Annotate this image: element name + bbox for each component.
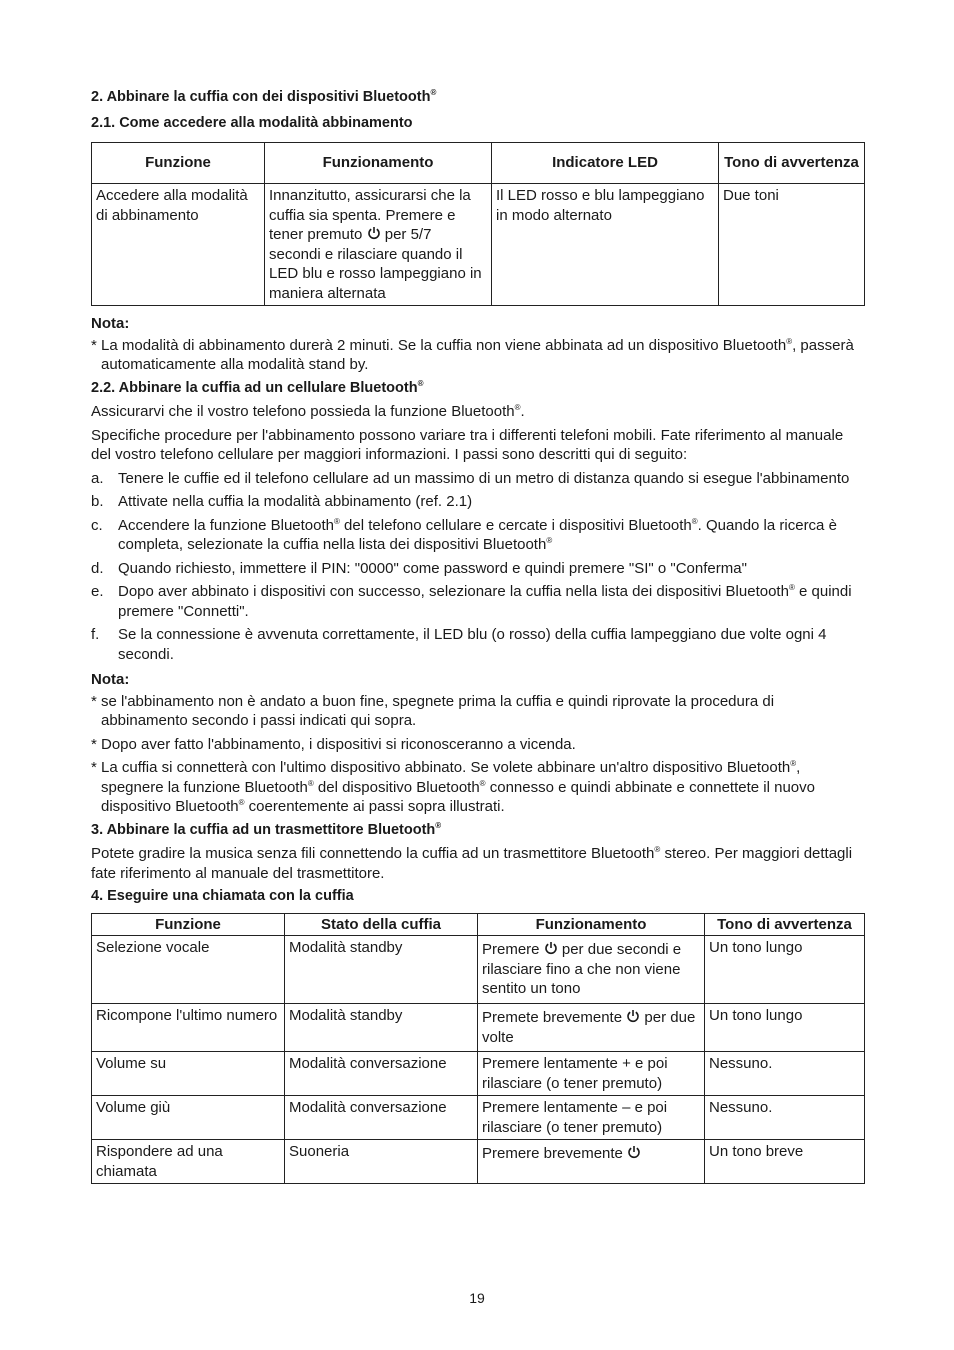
table-cell: Nessuno. xyxy=(705,1096,865,1140)
table-cell: Un tono lungo xyxy=(705,1004,865,1052)
paragraph: Potete gradire la musica senza fili connettendo la cuffia ad un trasmettitore Bluetooth® stereo. Per maggiori dettagli fate riferimento al manuale del trasmettitore. xyxy=(91,845,853,882)
column-header: Indicatore LED xyxy=(492,143,719,184)
call-functions-table xyxy=(91,913,865,1185)
table-cell: Il LED rosso e blu lampeggiano in modo alternato xyxy=(492,184,719,306)
table-cell: Premete brevemente per due volte xyxy=(478,1004,705,1052)
column-header: Stato della cuffia xyxy=(285,913,478,936)
list-item: d. Quando richiesto, immettere il PIN: "0000" come password e quindi premere "SI" o "Conferma" xyxy=(91,559,747,577)
column-header: Funzionamento xyxy=(265,143,492,184)
steps-list xyxy=(91,469,864,665)
table-cell: Premere lentamente + e poi rilasciare (o tener premuto) xyxy=(478,1052,705,1096)
note-text: * La modalità di abbinamento durerà 2 minuti. Se la cuffia non viene abbinata ad un dispositivo Bluetooth®, passerà automaticamente alla modalità stand by. xyxy=(91,336,854,373)
table-cell: Rispondere ad una chiamata xyxy=(92,1140,285,1184)
column-header: Tono di avvertenza xyxy=(719,143,865,184)
note-label: Nota: xyxy=(91,315,130,332)
note-text: * se l'abbinamento non è andato a buon fine, spegnete prima la cuffia e quindi riprovate la procedura di abbinamento secondo i passi indicati qui sopra. xyxy=(91,692,775,729)
table-cell: Modalità conversazione xyxy=(285,1052,478,1096)
column-header: Funzione xyxy=(92,913,285,936)
column-header: Tono di avvertenza xyxy=(705,913,865,936)
table-row xyxy=(92,1140,865,1184)
note-text: * Dopo aver fatto l'abbinamento, i dispositivi si riconosceranno a vicenda. xyxy=(91,735,576,753)
table-row xyxy=(92,1096,865,1140)
table-cell: Innanzitutto, assicurarsi che la cuffia sia spenta. Premere e tener premuto per 5/7 secondi e rilasciare quando il LED blu e rosso lampeggiano in maniera alternata xyxy=(265,184,492,306)
list-item: c. Accendere la funzione Bluetooth® del telefono cellulare e cercate i dispositivi Bluetooth®. Quando la ricerca è completa, selezionate la cuffia nella lista dei dispositivi Bluetooth® xyxy=(91,516,837,553)
section-3-title: 3. Abbinare la cuffia ad un trasmettitore Bluetooth® xyxy=(91,820,442,838)
note-label: Nota: xyxy=(91,671,130,688)
table-row xyxy=(92,1004,865,1052)
table-header-row xyxy=(92,913,865,936)
table-cell: Modalità conversazione xyxy=(285,1096,478,1140)
section-2-2-title: 2.2. Abbinare la cuffia ad un cellulare Bluetooth® xyxy=(91,378,424,396)
power-icon xyxy=(627,1145,641,1159)
manual-page xyxy=(91,88,864,1184)
section-2-1-title: 2.1. Come accedere alla modalità abbinamento xyxy=(91,114,413,131)
pairing-mode-table xyxy=(91,142,865,306)
table-cell: Due toni xyxy=(719,184,865,306)
table-cell: Nessuno. xyxy=(705,1052,865,1096)
column-header: Funzione xyxy=(92,143,265,184)
table-row xyxy=(92,1052,865,1096)
list-item: e. Dopo aver abbinato i dispositivi con successo, selezionare la cuffia nella lista dei dispositivi Bluetooth® e quindi premere "Connetti". xyxy=(91,583,852,620)
paragraph: Specifiche procedure per l'abbinamento possono variare tra i differenti telefoni mobili. Fate riferimento al manuale del vostro telefono cellulare per maggiori informazioni. I passi sono descritti qui di seguito: xyxy=(91,426,844,463)
table-cell: Modalità standby xyxy=(285,1004,478,1052)
table-cell: Un tono breve xyxy=(705,1140,865,1184)
table-cell: Premere lentamente – e poi rilasciare (o tener premuto) xyxy=(478,1096,705,1140)
column-header: Funzionamento xyxy=(478,913,705,936)
table-cell: Un tono lungo xyxy=(705,936,865,1004)
table-cell: Volume giù xyxy=(92,1096,285,1140)
table-row xyxy=(92,936,865,1004)
table-cell: Volume su xyxy=(92,1052,285,1096)
section-2-title: 2. Abbinare la cuffia con dei dispositivi Bluetooth® xyxy=(91,88,437,105)
table-cell: Modalità standby xyxy=(285,936,478,1004)
power-icon xyxy=(367,226,381,240)
list-item: f. Se la connessione è avvenuta correttamente, il LED blu (o rosso) della cuffia lampeggiano due volte ogni 4 secondi. xyxy=(91,626,827,663)
table-cell: Selezione vocale xyxy=(92,936,285,1004)
list-item: a. Tenere le cuffie ed il telefono cellulare ad un massimo di un metro di distanza quando si esegue l'abbinamento xyxy=(91,469,850,487)
table-cell: Premere per due secondi e rilasciare fino a che non viene sentito un tono xyxy=(478,936,705,1004)
table-cell: Suoneria xyxy=(285,1140,478,1184)
section-4-title: 4. Eseguire una chiamata con la cuffia xyxy=(91,888,354,904)
table-cell: Ricompone l'ultimo numero xyxy=(92,1004,285,1052)
paragraph: Assicurarvi che il vostro telefono possieda la funzione Bluetooth®. xyxy=(91,403,525,420)
power-icon xyxy=(544,941,558,955)
list-item: b. Attivate nella cuffia la modalità abbinamento (ref. 2.1) xyxy=(91,493,473,510)
table-row xyxy=(92,184,865,306)
table-cell: Premere brevemente xyxy=(478,1140,705,1184)
note-text: * La cuffia si connetterà con l'ultimo dispositivo abbinato. Se volete abbinare un'altro dispositivo Bluetooth®, spegnere la funzione Bluetooth® del dispositivo Bluetooth® connesso e quindi abbinate e connettete il nuovo dispositivo Bluetooth® coerentemente ai passi sopra illustrati. xyxy=(91,759,815,815)
table-header-row xyxy=(92,143,865,184)
table-cell: Accedere alla modalità di abbinamento xyxy=(92,184,265,306)
page-number: 19 xyxy=(469,1290,485,1306)
power-icon xyxy=(626,1009,640,1023)
